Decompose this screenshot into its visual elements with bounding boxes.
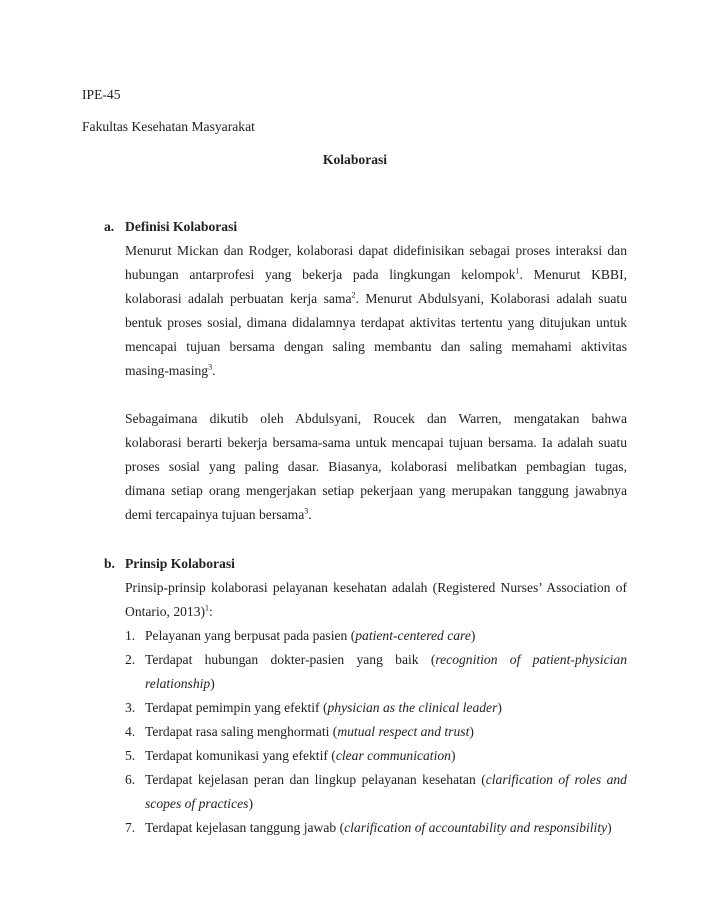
list-number: 4.	[125, 724, 136, 739]
section-b-heading: Prinsip Kolaborasi	[125, 556, 235, 571]
document-title: Kolaborasi	[322, 152, 388, 167]
list-item: Terdapat kejelasan tanggung jawab (clarification of accountability and responsibility)	[145, 820, 612, 835]
list-item: Terdapat kejelasan peran dan lingkup pelayanan kesehatan (clarification of roles and	[145, 772, 627, 787]
paragraph-line: Menurut Mickan dan Rodger, kolaborasi dapat didefinisikan sebagai proses interaksi dan	[125, 243, 627, 258]
list-number: 2.	[125, 652, 136, 667]
faculty-name: Fakultas Kesehatan Masyarakat	[82, 119, 255, 134]
paragraph-line: Prinsip-prinsip kolaborasi pelayanan kesehatan adalah (Registered Nurses’ Association of	[125, 580, 627, 595]
list-number: 5.	[125, 748, 136, 763]
paragraph-line: kolaborasi berarti bekerja bersama-sama untuk mencapai tujuan bersama. Ia adalah suatu	[125, 435, 627, 450]
paragraph-line: kolaborasi adalah perbuatan kerja sama$^2$. Menurut Abdulsyani, Kolaborasi adalah suatu	[125, 290, 627, 306]
list-item: Terdapat pemimpin yang efektif (physician as the clinical leader)	[145, 700, 502, 715]
paragraph-line: mencapai tujuan bersama dengan saling membantu dan saling memahami aktivitas	[125, 339, 627, 354]
section-a-heading: Definisi Kolaborasi	[125, 219, 238, 234]
paragraph-line: masing-masing$^3$.	[125, 362, 216, 378]
paragraph-line: demi tercapainya tujuan bersama$^3$.	[125, 506, 312, 522]
section-b-marker: b.	[104, 556, 115, 571]
document-code: IPE-45	[82, 87, 121, 102]
list-item-continuation: scopes of practices)	[145, 796, 253, 811]
paragraph-line: dimana setiap orang mengerjakan setiap pekerjaan yang merupakan tanggung jawabnya	[125, 483, 627, 498]
list-number: 3.	[125, 700, 136, 715]
paragraph-line: bentuk proses sosial, dimana didalamnya terdapat aktivitas tertentu yang ditujukan untuk	[125, 315, 627, 330]
list-number: 6.	[125, 772, 136, 787]
list-item: Pelayanan yang berpusat pada pasien (patient-centered care)	[145, 628, 476, 643]
list-item: Terdapat rasa saling menghormati (mutual respect and trust)	[145, 724, 474, 739]
section-a-marker: a.	[104, 219, 115, 234]
list-item: Terdapat hubungan dokter-pasien yang baik (recognition of patient-physician	[145, 652, 627, 667]
paragraph-line: Sebagaimana dikutib oleh Abdulsyani, Roucek dan Warren, mengatakan bahwa	[125, 411, 627, 426]
paragraph-line: proses sosial yang paling dasar. Biasanya, kolaborasi melibatkan pembagian tugas,	[125, 459, 627, 474]
list-item-continuation: relationship)	[145, 676, 215, 691]
list-item: Terdapat komunikasi yang efektif (clear communication)	[145, 748, 456, 763]
paragraph-line: Ontario, 2013)$^1$:	[125, 603, 213, 619]
list-number: 1.	[125, 628, 136, 643]
paragraph-line: hubungan antarprofesi yang bekerja pada lingkungan kelompok$^1$. Menurut KBBI,	[125, 266, 627, 282]
list-number: 7.	[125, 820, 136, 835]
